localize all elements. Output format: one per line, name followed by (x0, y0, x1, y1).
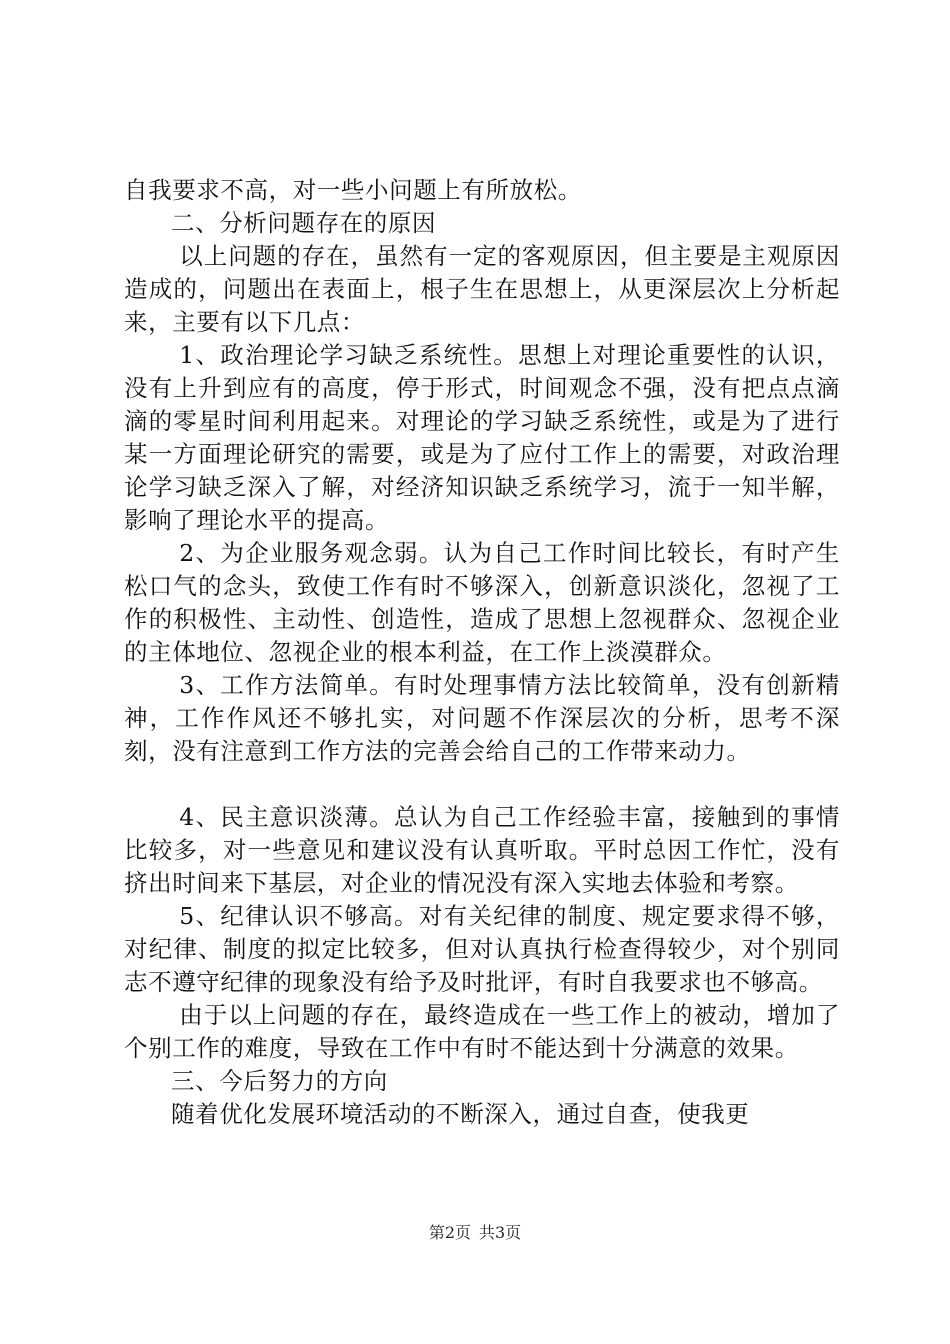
page-total: 共3页 (479, 1223, 522, 1242)
paragraph-intro: 以上问题的存在，虽然有一定的客观原因，但主要是主观原因造成的，问题出在表面上，根子生在思想上，从更深层次上分析起来，主要有以下几点： (124, 242, 840, 336)
paragraph-item-2: 2、为企业服务观念弱。认为自己工作时间比较长，有时产生松口气的念头，致使工作有时不够深入，创新意识淡化，忽视了工作的积极性、主动性、创造性，造成了思想上忽视群众、忽视企业的主体地位、忽视企业的根本利益，在工作上淡漠群众。 (124, 539, 840, 666)
blank-line (124, 768, 840, 801)
section-heading-causes: 二、分析问题存在的原因 (171, 209, 437, 237)
paragraph-continuation: 自我要求不高，对一些小问题上有所放松。 (124, 176, 582, 204)
section-heading-direction: 三、今后努力的方向 (171, 1067, 388, 1095)
document-body (124, 174, 840, 1131)
paragraph-item-3: 3、工作方法简单。有时处理事情方法比较简单，没有创新精神，工作作风还不够扎实，对问题不作深层次的分析，思考不深刻，没有注意到工作方法的完善会给自己的工作带来动力。 (124, 671, 840, 765)
page-footer (0, 1220, 950, 1243)
paragraph-conclusion: 由于以上问题的存在，最终造成在一些工作上的被动，增加了个别工作的难度，导致在工作中有时不能达到十分满意的效果。 (124, 1001, 840, 1062)
page-number: 第2页 (428, 1223, 471, 1242)
paragraph-direction-start: 随着优化发展环境活动的不断深入，通过自查，使我更 (171, 1100, 750, 1128)
paragraph-item-5: 5、纪律认识不够高。对有关纪律的制度、规定要求得不够，对纪律、制度的拟定比较多，但对认真执行检查得较少，对个别同志不遵守纪律的现象没有给予及时批评，有时自我要求也不够高。 (124, 902, 840, 996)
paragraph-item-4: 4、民主意识淡薄。总认为自己工作经验丰富，接触到的事情比较多，对一些意见和建议没有认真听取。平时总因工作忙，没有挤出时间来下基层，对企业的情况没有深入实地去体验和考察。 (124, 803, 840, 897)
paragraph-item-1: 1、政治理论学习缺乏系统性。思想上对理论重要性的认识，没有上升到应有的高度，停于形式，时间观念不强，没有把点点滴滴的零星时间利用起来。对理论的学习缺乏系统性，或是为了进行某一方面理论研究的需要，或是为了应付工作上的需要，对政治理论学习缺乏深入了解，对经济知识缺乏系统学习，流于一知半解，影响了理论水平的提高。 (124, 341, 840, 534)
